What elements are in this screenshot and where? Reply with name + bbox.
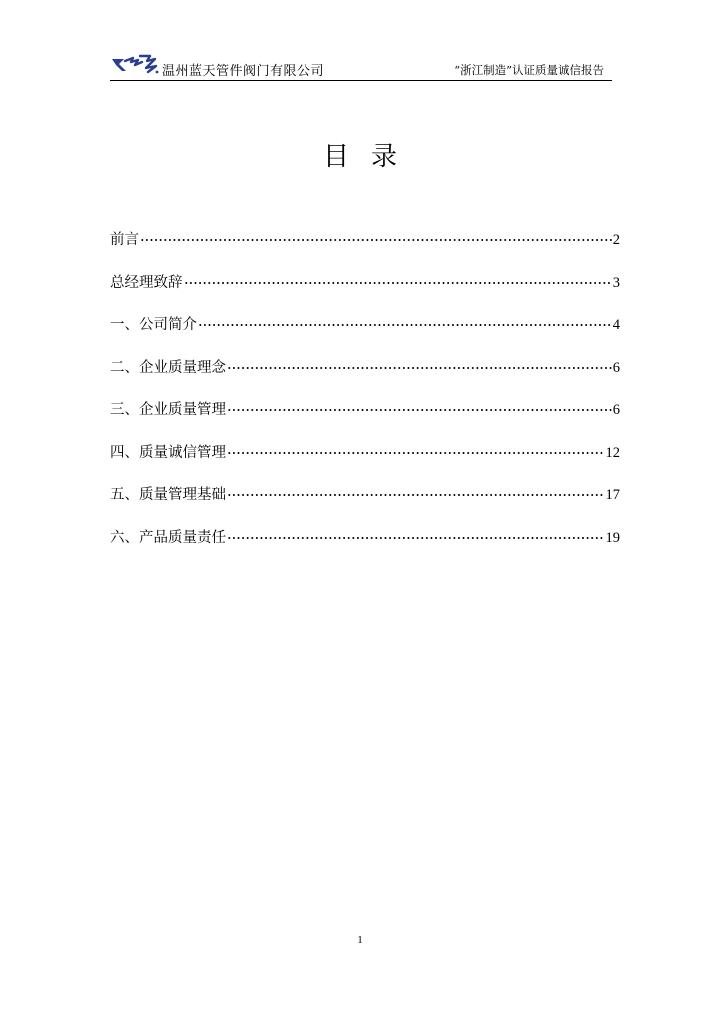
toc-dot-leader — [227, 354, 612, 372]
toc-entry-label: 六、产品质量责任 — [110, 529, 226, 546]
toc-entry-integrity-management[interactable] — [110, 439, 620, 482]
toc-title: 目录 — [322, 142, 419, 172]
toc-entry-page: 2 — [612, 232, 620, 248]
toc-entry-preface[interactable] — [110, 226, 620, 269]
toc-entry-quality-management[interactable] — [110, 396, 620, 439]
toc-entry-page: 17 — [605, 487, 620, 503]
toc-entry-page: 3 — [612, 274, 620, 291]
toc-dot-leader — [184, 269, 612, 287]
toc-entry-label: 五、质量管理基础 — [110, 487, 226, 503]
toc-entry-product-responsibility[interactable] — [110, 524, 620, 567]
toc-entry-label: 前言 — [110, 232, 139, 248]
toc-entry-label: 三、企业质量管理 — [110, 402, 226, 418]
toc-entry-page: 12 — [605, 444, 620, 461]
toc-dot-leader — [227, 396, 612, 414]
toc-dot-leader — [227, 439, 605, 457]
toc-entry-page: 6 — [612, 402, 620, 418]
header-company-name: 温州蓝天管件阀门有限公司 — [162, 64, 325, 79]
toc-entry-page: 4 — [612, 317, 620, 333]
toc-dot-leader — [140, 226, 612, 244]
toc-entry-label: 四、质量诚信管理 — [110, 444, 226, 461]
toc-dot-leader — [227, 524, 605, 542]
toc-entry-label: 一、公司简介 — [110, 317, 197, 333]
toc-entry-page: 19 — [605, 529, 620, 546]
page-number: 1 — [357, 934, 363, 946]
header-report-title: “浙江制造”认证质量诚信报告 — [454, 63, 604, 77]
table-of-contents — [110, 226, 620, 566]
toc-entry-quality-philosophy[interactable] — [110, 354, 620, 397]
toc-entry-management-foundation[interactable] — [110, 481, 620, 524]
company-logo — [110, 52, 162, 76]
toc-entry-label: 总经理致辞 — [110, 274, 183, 291]
toc-entry-label: 二、企业质量理念 — [110, 359, 226, 376]
toc-entry-gm-address[interactable] — [110, 269, 620, 312]
toc-dot-leader — [227, 481, 605, 499]
toc-entry-company-profile[interactable] — [110, 311, 620, 354]
page-header — [110, 52, 612, 81]
toc-dot-leader — [198, 311, 612, 329]
toc-entry-page: 6 — [612, 359, 620, 376]
